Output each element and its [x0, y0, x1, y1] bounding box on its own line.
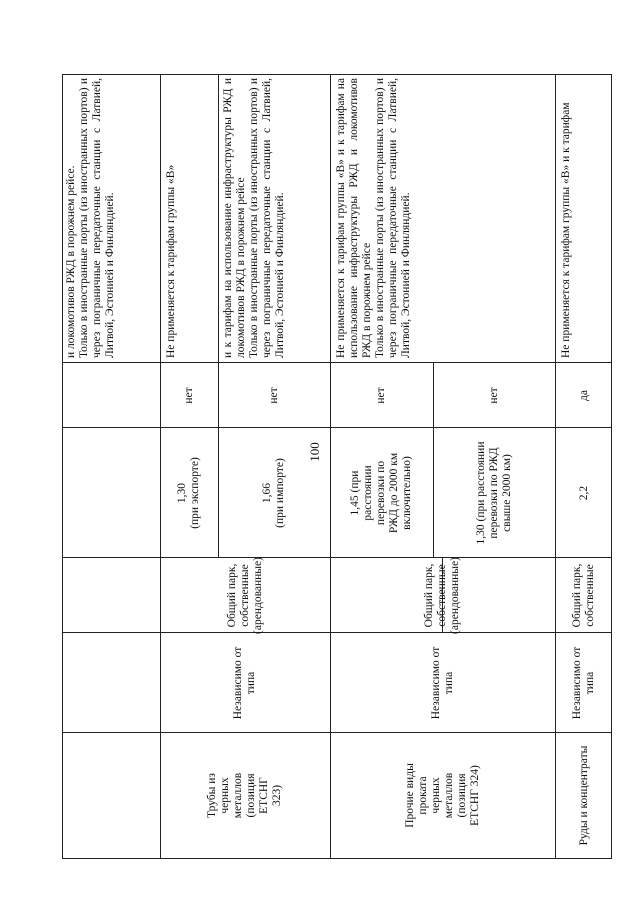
row2-flag-short: нет	[375, 387, 387, 404]
row2-fleet: Общий парк, собственные (арендованные)	[423, 557, 461, 634]
row3-notes: Не применяется к тарифам группы «В» и к тарифам	[560, 102, 572, 358]
row2-wagon-type: Независимо от типа	[429, 646, 455, 720]
row3-cargo: Руды и концентраты	[577, 745, 590, 846]
row1-flag-export: нет	[182, 387, 195, 404]
row2-coef-long: 1,30 (при расстоянии перевозки по РЖД свыше 2000 км)	[474, 441, 513, 545]
row3-coef: 2,2	[577, 485, 590, 501]
row0-notes: и локомотивов РЖД в порожнем рейсе. Только в иностранные порты (из иностранных портов) и через пограничные передаточные станции с Латвией, Литвой, Эстонией и Финляндией.	[65, 78, 116, 358]
row3-flag: да	[577, 390, 590, 401]
rotated-table-page	[62, 74, 612, 859]
row3-fleet: Общий парк, собственные	[571, 563, 596, 628]
row1-wagon-type: Независимо от типа	[232, 646, 257, 720]
tariff-table	[62, 74, 612, 859]
row1-coef-export: 1,30 (при экспорте)	[176, 457, 201, 529]
row1-fleet: Общий парк, собственные (арендованные)	[225, 557, 264, 634]
row2-coef-short: 1,45 (при расстоянии перевозки по РЖД до 2000 км включительно)	[349, 452, 413, 534]
row3-wagon-type: Независимо от типа	[571, 646, 596, 720]
row2-notes: Не применяется к тарифам группы «В» и к тарифам на использование инфраструктуры РЖД и локомотивов РЖД в порожнем рейсе Только в иностранные порты (из иностранных портов) и через пограничные передаточные станции с Латвией, Литвой, Эстонией и Финляндией.	[335, 78, 412, 358]
row2-flag-long: нет	[487, 387, 500, 404]
row1-cargo: Трубы из черных металлов (позиция ЕТСНГ 323)	[206, 772, 283, 819]
page-number: 100	[307, 442, 322, 462]
row1-notes-import: и к тарифам на использование инфраструктуры РЖД и локомотивов РЖД в порожнем рейсе Только в иностранные порты (из иностранных портов) и через пограничные передаточные станции с Латвией, Литвой, Эстонией и Финляндией.	[222, 78, 286, 358]
row1-coef-import: 1,66 (при импорте)	[261, 458, 286, 528]
row1-notes-export: Не применяется к тарифам группы «В»	[165, 164, 177, 358]
row1-flag-import: нет	[267, 387, 280, 404]
row2-cargo: Прочие виды проката черных металлов (позиция ЕТСНГ 324)	[403, 763, 481, 828]
